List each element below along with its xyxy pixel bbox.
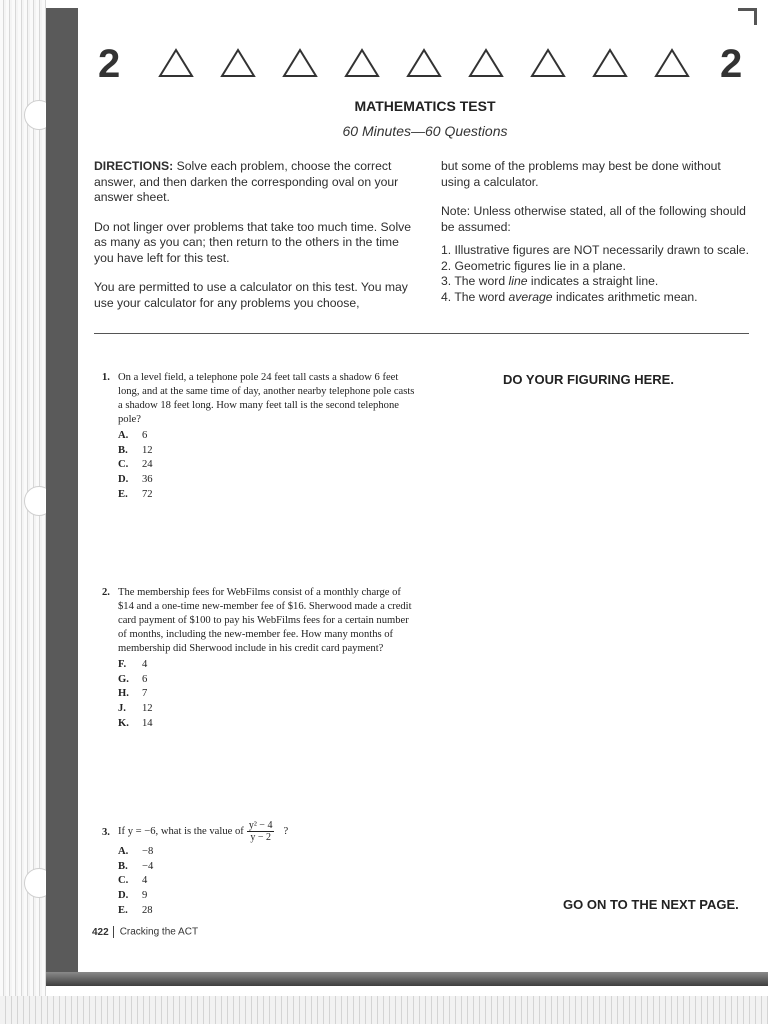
next-page-edge bbox=[0, 996, 768, 1024]
answer-option[interactable]: B. 12 bbox=[118, 444, 153, 456]
directions-paragraph: Do not linger over problems that take too much time. Solve as many as you can; then return to the others in the time you have left for this test. bbox=[94, 219, 412, 265]
assumption-item: 2. Geometric figures lie in a plane. bbox=[441, 258, 626, 273]
section-number-right: 2 bbox=[720, 42, 743, 86]
directions-note: Note: Unless otherwise stated, all of the following should be assumed: bbox=[441, 204, 746, 234]
directions-column-right bbox=[441, 159, 751, 305]
answer-option[interactable]: K. 14 bbox=[118, 717, 153, 729]
answer-options bbox=[118, 658, 416, 732]
fraction bbox=[247, 820, 275, 843]
answer-option[interactable]: E. 28 bbox=[118, 904, 153, 916]
answer-option[interactable]: B. −4 bbox=[118, 860, 154, 872]
answer-option[interactable]: H. 7 bbox=[118, 688, 148, 700]
triangle-icon bbox=[530, 48, 566, 78]
go-on-next-page: GO ON TO THE NEXT PAGE. bbox=[563, 897, 739, 912]
test-title: MATHEMATICS TEST bbox=[354, 98, 496, 114]
answer-options bbox=[118, 845, 416, 919]
triangle-icon bbox=[220, 48, 256, 78]
triangle-icon bbox=[344, 48, 380, 78]
answer-option[interactable]: A. −8 bbox=[118, 846, 154, 857]
triangle-icon bbox=[654, 48, 690, 78]
triangle-icon bbox=[592, 48, 628, 78]
test-subtitle: 60 Minutes—60 Questions bbox=[342, 123, 508, 139]
footer-divider bbox=[113, 926, 114, 938]
answer-options bbox=[118, 429, 416, 503]
question-3 bbox=[102, 820, 416, 919]
directions-paragraph: You are permitted to use a calculator on this test. You may use your calculator for any problems you choose, bbox=[94, 280, 408, 310]
question-stem: If y = −6, what is the value of $\frac{\text{y² − 4}}{y - 2}$ ? bbox=[118, 820, 289, 843]
figuring-area-label: DO YOUR FIGURING HERE. bbox=[503, 372, 674, 387]
assumptions-list bbox=[441, 243, 751, 305]
directions-label: DIRECTIONS: bbox=[94, 159, 174, 173]
triangle-icon bbox=[158, 48, 194, 78]
assumption-item: 3. The word line indicates a straight line. bbox=[441, 274, 659, 288]
answer-option[interactable]: F. 4 bbox=[118, 659, 148, 670]
question-stem: On a level field, a telephone pole 24 feet tall casts a shadow 6 feet long, and at the same time of day, another nearby telephone pole casts a shadow 18 feet long. How many feet tall is the second telephone pole? bbox=[118, 372, 415, 425]
triangle-icon bbox=[282, 48, 318, 78]
directions-column-left bbox=[94, 159, 418, 325]
answer-option[interactable]: C. 24 bbox=[118, 459, 153, 471]
answer-option[interactable]: D. 36 bbox=[118, 474, 153, 486]
fraction-denominator: y − 2 bbox=[250, 832, 271, 843]
section-triangles bbox=[158, 48, 692, 88]
page-footer bbox=[92, 926, 198, 938]
question-1 bbox=[102, 371, 416, 503]
answer-option[interactable]: J. 12 bbox=[118, 703, 153, 715]
fraction-numerator: y² − 4 bbox=[248, 820, 273, 831]
book-title: Cracking the ACT bbox=[119, 926, 199, 938]
answer-option[interactable]: C. 4 bbox=[118, 875, 148, 887]
answer-option[interactable]: A. 6 bbox=[118, 430, 148, 441]
directions-paragraph: DIRECTIONS: Solve each problem, choose the correct answer, and then darken the corresponding oval on your answer sheet. bbox=[94, 159, 399, 204]
directions-paragraph: but some of the problems may best be done without using a calculator. bbox=[441, 159, 721, 189]
section-number-left: 2 bbox=[98, 42, 121, 86]
page-spine-shadow bbox=[46, 8, 78, 982]
answer-option[interactable]: G. 6 bbox=[118, 673, 148, 685]
assumption-item: 4. The word average indicates arithmetic mean. bbox=[441, 289, 698, 304]
answer-option[interactable]: D. 9 bbox=[118, 890, 148, 902]
page-number: 422 bbox=[92, 926, 109, 938]
question-number: 3. bbox=[102, 827, 110, 838]
answer-option[interactable]: E. 72 bbox=[118, 488, 153, 500]
section-divider bbox=[94, 333, 749, 334]
triangle-icon bbox=[468, 48, 504, 78]
question-2 bbox=[102, 586, 416, 732]
question-number: 2. bbox=[102, 587, 110, 598]
corner-mark bbox=[738, 8, 757, 25]
assumption-item: 1. Illustrative figures are NOT necessarily drawn to scale. bbox=[441, 243, 749, 257]
question-number: 1. bbox=[102, 372, 110, 383]
page-bottom-shadow bbox=[46, 972, 768, 986]
question-stem: The membership fees for WebFilms consist of a monthly charge of $14 and a one-time new-member fee of $16. Sherwood made a credit card payment of $100 to pay his WebFilms fees for a certain number of months, including the new-member fee. How many months of membership did Sherwood include in his credit card payment? bbox=[118, 587, 412, 654]
triangle-icon bbox=[406, 48, 442, 78]
